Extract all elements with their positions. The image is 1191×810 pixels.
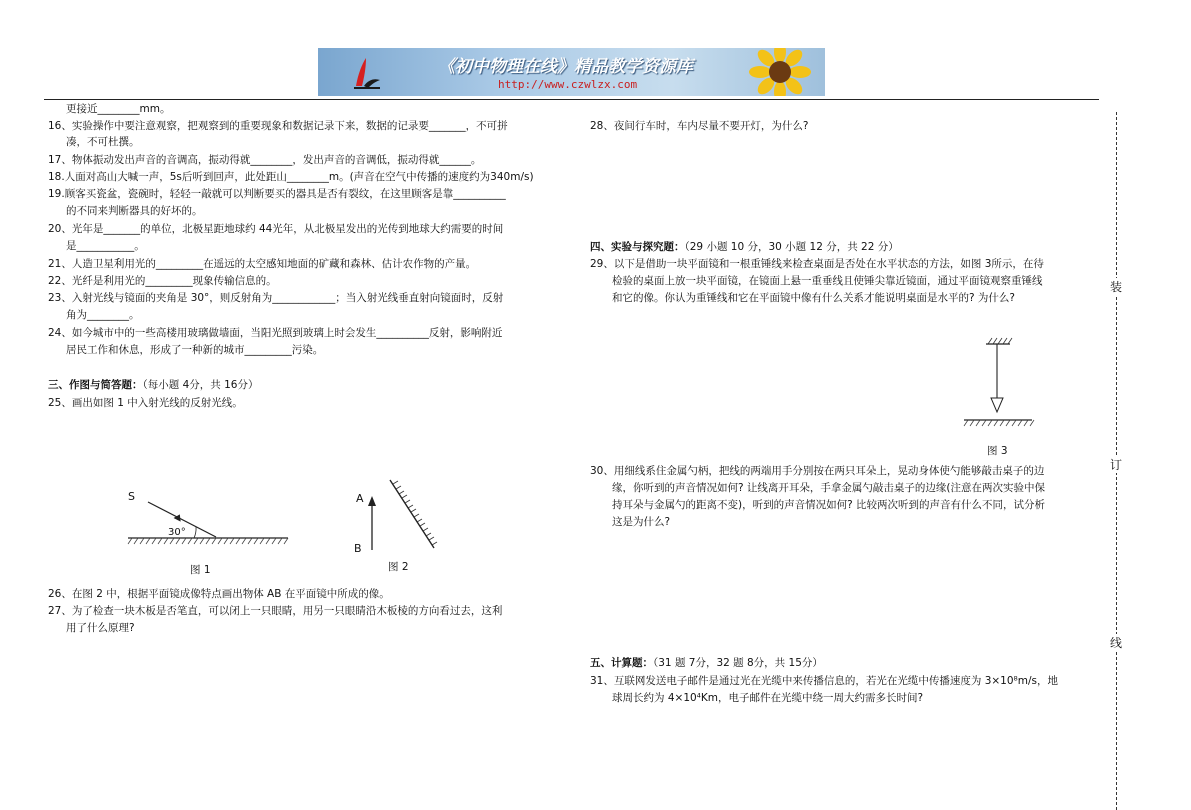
figure-1-diagram [120,484,296,550]
q19-text: 19.顾客买瓷盆，瓷碗时，轻轻一敲就可以判断要买的器具是否有裂纹，在这里顾客是靠__________ [48,188,506,200]
figure-1-caption: 图 1 [190,564,211,576]
q26-text: 26、在图 2 中，根据平面镜成像特点画出物体 AB 在平面镜中所成的像。 [48,588,390,600]
fig2-label-a: A [356,492,364,505]
q18-text: 18.人面对高山大喊一声，5s后听到回声，此处距山________m。(声音在空气中传播的速度约为340m/s) [48,171,534,183]
site-logo-icon [352,56,382,90]
sunflower-icon [743,48,817,96]
section-5-heading [590,656,823,671]
q27-text: 27、为了检查一块木板是否笔直，可以闭上一只眼睛，用另一只眼睛沿木板棱的方向看过去，这利 [48,605,503,617]
binding-label-zhuang: 装 [1109,280,1122,294]
q21-text: 21、人造卫星利用光的_________在遥远的太空感知地面的矿藏和森林、估计农作物的产量。 [48,258,477,270]
q23-text: 23、入射光线与镜面的夹角是 30°，则反射角为____________；当入射光线垂直射向镜面时，反射 [48,292,504,304]
q15-continuation: 更接近________mm。 [66,103,171,115]
binding-label-xian: 线 [1109,636,1122,650]
section-4-points: （29 小题 10 分，30 小题 12 分，共 22 分） [684,241,899,253]
q24-text: 24、如今城市中的一些高楼用玻璃做墙面，当阳光照到玻璃上时会发生__________反射，影响附近 [48,327,503,339]
section-4-title: 四、实验与探究题： [590,241,685,253]
q22-text: 22、光纤是利用光的_________现象传输信息的。 [48,275,277,287]
header-rule [44,99,1099,100]
section-3-heading [48,378,258,393]
q30-text-cont-2: 持耳朵与金属勺的距离不变)，听到的声音情况如何? 比较两次听到的声音有什么不同，试分析 [612,499,1046,511]
figure-2-diagram [350,470,445,560]
fig2-label-b: B [354,542,362,555]
section-5-title: 五、计算题： [590,657,653,669]
section-5-points: （31 题 7分，32 题 8分，共 15分） [653,657,823,669]
q31-text: 31、互联网发送电子邮件是通过光在光缆中来传播信息的，若光在光缆中传播速度为 3×10⁸m/s，地 [590,675,1058,687]
q29-text-cont-2: 和它的像。你认为重锤线和它在平面镜中像有什么关系才能说明桌面是水平的? 为什么? [612,292,1015,304]
q29-text: 29、以下是借助一块平面镜和一根重锤线来检查桌面是否处在水平状态的方法，如图 3所示，在待 [590,258,1044,270]
q28-text: 28、夜间行车时，车内尽量不要开灯，为什么? [590,120,809,132]
q29-text-cont-1: 检验的桌面上放一块平面镜，在镜面上悬一重垂线且使锤尖靠近镜面，通过平面镜观察重锤线 [612,275,1043,287]
q27-text-cont: 用了什么原理? [66,622,135,634]
fig1-label-s: S [128,490,135,503]
q31-text-cont: 球周长约为 4×10⁴Km，电子邮件在光缆中绕一周大约需多长时间? [612,692,924,704]
q30-text-cont-1: 缘，你听到的声音情况如何? 让线离开耳朵，手拿金属勺敲击桌子的边缘(注意在两次实验中保 [612,482,1046,494]
q30-text: 30、用细线系住金属勺柄，把线的两端用手分别按在两只耳朵上，晃动身体使勺能够敲击桌子的边 [590,465,1045,477]
q25-text: 25、画出如图 1 中入射光线的反射光线。 [48,397,243,409]
section-3-points: （每小题 4分，共 16分） [142,379,259,391]
q20-text-cont: 是___________。 [66,240,145,252]
q23-text-cont: 角为________。 [66,309,140,321]
header-banner [318,48,825,96]
figure-3-diagram [960,336,1040,428]
figure-3-caption: 图 3 [987,445,1008,457]
banner-title: 《初中物理在线》精品教学资源库 [438,57,693,77]
q16-text: 16、实验操作中要注意观察，把观察到的重要现象和数据记录下来，数据的记录要_______，不可拼 [48,120,508,132]
q19-text-cont: 的不同来判断器具的好坏的。 [66,205,203,217]
q16-text-cont: 凑，不可杜撰。 [66,136,140,148]
fig1-angle: 30° [168,527,186,538]
q17-text: 17、物体振动发出声音的音调高，振动得就________，发出声音的音调低，振动得就______。 [48,154,482,166]
section-3-title: 三、作图与简答题： [48,379,143,391]
q20-text: 20、光年是_______的单位，北极星距地球约 44光年，从北极星发出的光传到地球大约需要的时间 [48,223,504,235]
binding-label-ding: 订 [1109,458,1122,472]
section-4-heading [590,240,899,255]
banner-url[interactable]: http://www.czwlzx.com [498,78,638,91]
q30-text-cont-3: 这是为什么? [612,516,671,528]
figure-2-caption: 图 2 [388,561,409,573]
q24-text-cont: 居民工作和休息，形成了一种新的城市_________污染。 [66,344,324,356]
